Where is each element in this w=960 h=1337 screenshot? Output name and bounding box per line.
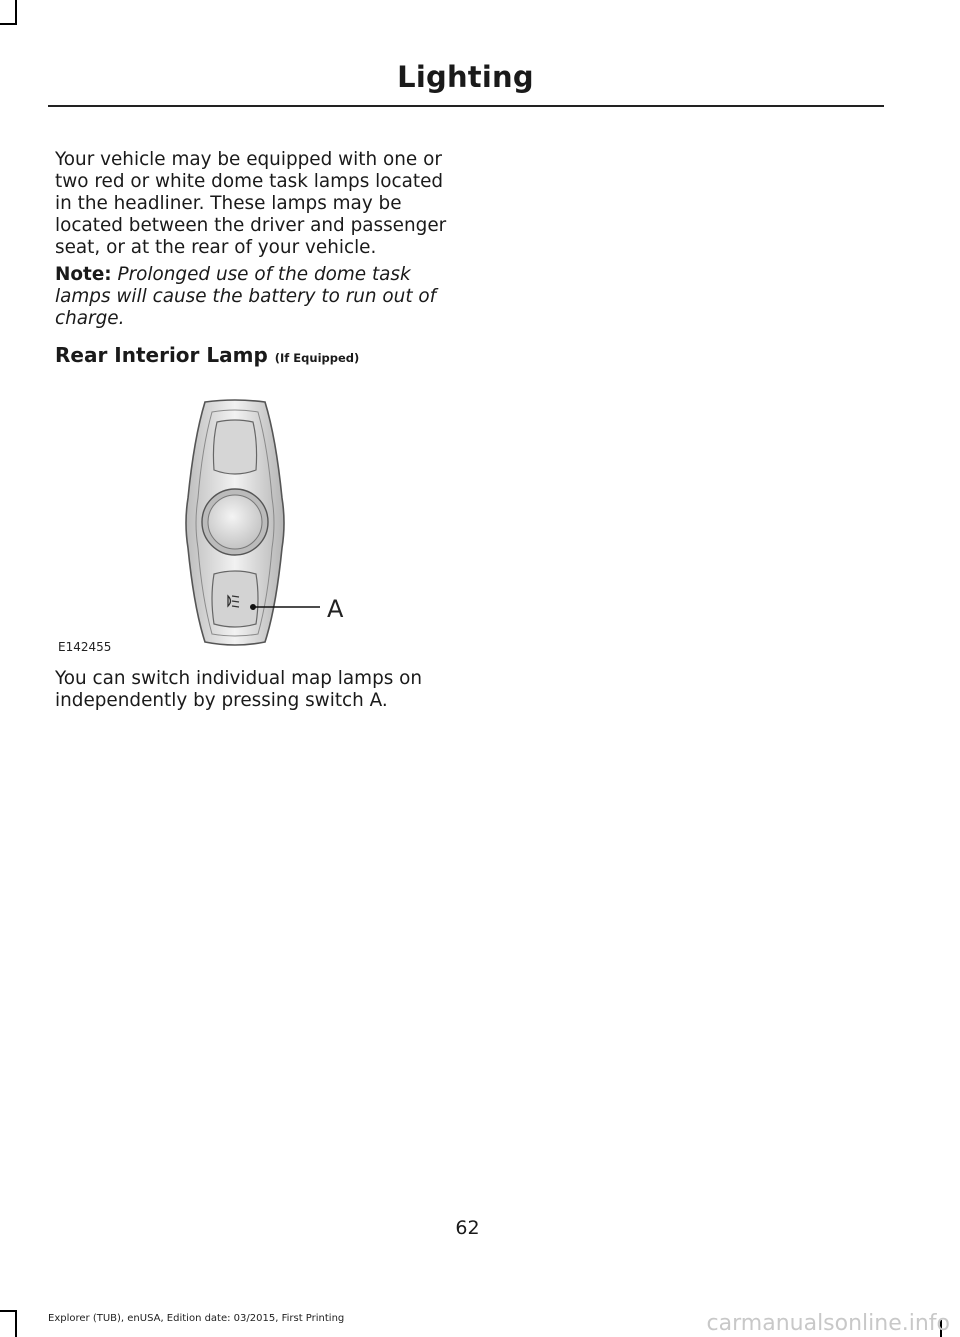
section-qualifier: (If Equipped) — [274, 351, 360, 365]
switch-paragraph — [55, 668, 455, 712]
rear-interior-lamp-figure — [40, 388, 460, 658]
switch-text: You can switch individual map lamps on independently by pressing switch A. — [55, 668, 423, 711]
intro-text: Your vehicle may be equipped with one or two red or white dome task lamps located in the headliner. These lamps may be located between the driver and passenger seat, or at the rear of your vehicle. — [55, 149, 447, 258]
section-heading — [55, 343, 359, 367]
section-title: Rear Interior Lamp — [55, 343, 268, 367]
center-knob — [208, 495, 262, 549]
upper-lens — [213, 420, 256, 474]
intro-paragraph — [55, 149, 455, 259]
page-number: 62 — [455, 1217, 480, 1239]
crop-mark — [15, 1310, 17, 1337]
crop-mark — [0, 23, 17, 25]
crop-mark — [0, 1310, 17, 1312]
callout-label: A — [327, 595, 344, 623]
note-text: Prolonged use of the dome task lamps will cause the battery to run out of charge. — [55, 264, 437, 329]
crop-mark — [15, 0, 17, 25]
lamp-illustration — [40, 388, 460, 658]
map-lamp-switch — [212, 571, 258, 627]
watermark: carmanualsonline.info — [706, 1311, 950, 1336]
edition-footer: Explorer (TUB), enUSA, Edition date: 03/2015, First Printing — [48, 1313, 345, 1324]
page-title: Lighting — [397, 60, 534, 94]
header-rule — [48, 105, 884, 107]
note-label: Note: — [55, 264, 112, 285]
figure-code: E142455 — [58, 640, 112, 654]
note-paragraph — [55, 264, 455, 330]
